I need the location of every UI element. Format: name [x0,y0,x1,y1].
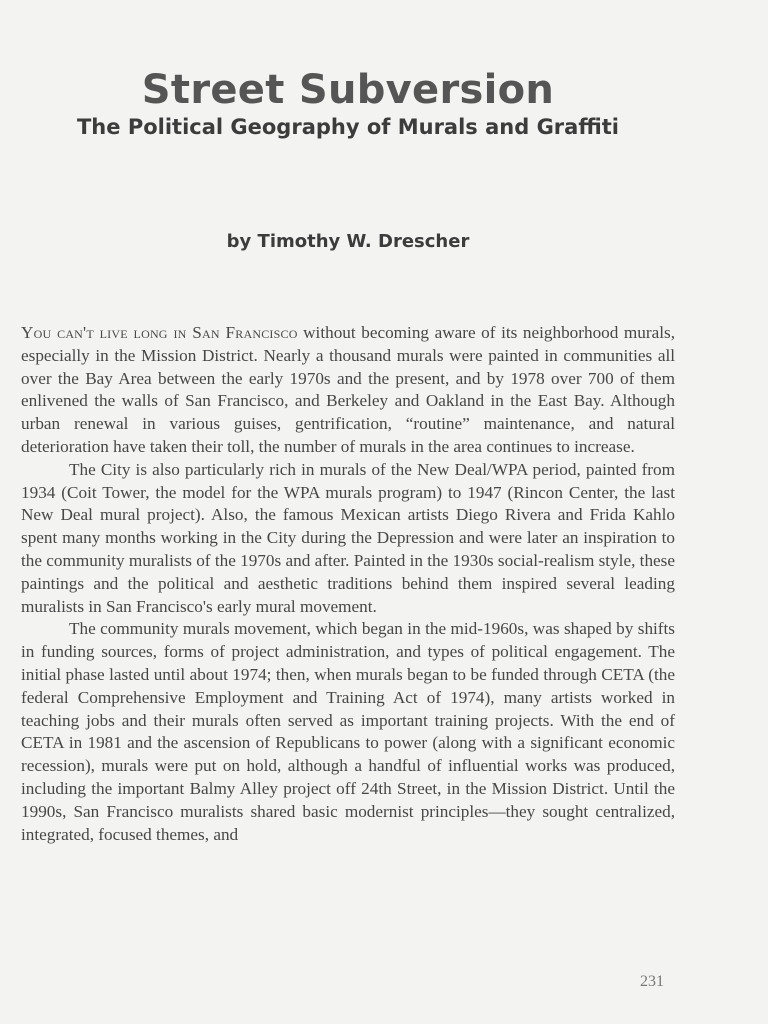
paragraph-1-text: without becoming aware of its neighborhood murals, especially in the Mission District. Nearly a thousand murals were painted in communities all over the Bay Area between the early 1970s and the present, and by 1978 over 700 of them enlivened the walls of San Francisco, and Berkeley and Oakland in the East Bay. Although urban renewal in various guises, gentrification, “routine” maintenance, and natural deterioration have taken their toll, the number of murals in the area continues to increase. [21,323,675,456]
paragraph-3: The community murals movement, which began in the mid-1960s, was shaped by shifts in funding sources, forms of project administration, and types of political engagement. The initial phase lasted until about 1974; then, when murals began to be funded through CETA (the federal Comprehensive Employment and Training Act of 1974), many artists worked in teaching jobs and their murals often served as important training projects. With the end of CETA in 1981 and the ascension of Republicans to power (along with a significant economic recession), murals were put on hold, although a handful of influential works was produced, including the important Balmy Alley project off 24th Street, in the Mission District. Until the 1990s, San Francisco muralists shared basic modernist principles—they sought centralized, integrated, focused themes, and [21,619,675,844]
paragraph-2: The City is also particularly rich in murals of the New Deal/WPA period, painted from 1934 (Coit Tower, the model for the WPA murals program) to 1947 (Rincon Center, the last New Deal mural project). Also, the famous Mexican artists Diego Rivera and Frida Kahlo spent many months working in the City during the Depression and were later an inspiration to the community muralists of the 1970s and after. Painted in the 1930s social-realism style, these paintings and the political and aesthetic traditions behind them inspired several leading muralists in San Francisco's early mural movement. [21,459,675,616]
page-number: 231 [640,973,664,990]
author-byline: by Timothy W. Drescher [226,231,470,252]
paragraph-1 [21,322,675,459]
article-title: Street Subversion [141,66,555,113]
article-subtitle: The Political Geography of Murals and Graffiti [76,115,619,140]
opening-smallcaps: You can't live long in San Francisco [21,323,298,342]
article-body [21,322,675,846]
